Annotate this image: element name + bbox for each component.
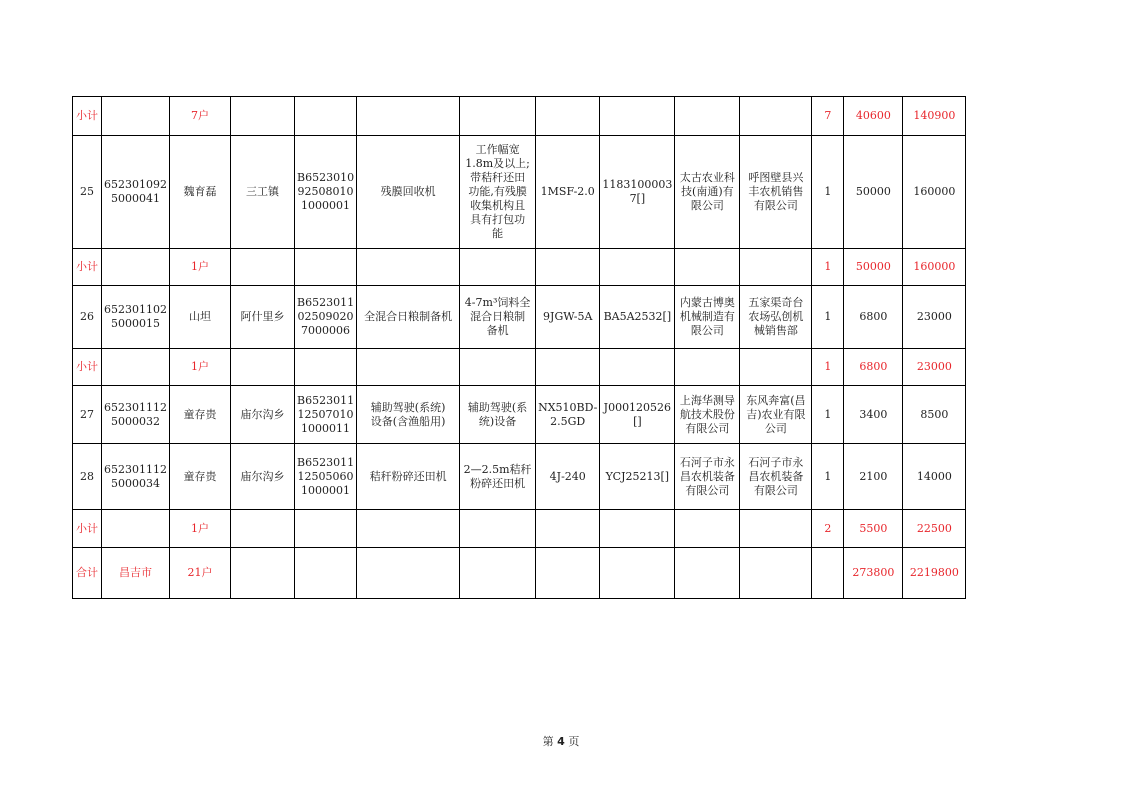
table-cell: 呼图壁县兴 丰农机销售 有限公司	[740, 136, 812, 249]
table-cell: 魏育磊	[170, 136, 231, 249]
table-cell: 工作幅宽 1.8m及以上; 带秸秆还田 功能,有残膜 收集机构且 具有打包功 能	[460, 136, 536, 249]
table-cell: 小计	[73, 349, 102, 386]
table-cell: 5500	[844, 510, 903, 548]
table-cell: 40600	[844, 97, 903, 136]
table-cell	[231, 97, 295, 136]
table-cell	[102, 349, 170, 386]
table-cell	[675, 349, 740, 386]
subtotal-row	[73, 249, 966, 286]
table-cell: 652301112 5000032	[102, 386, 170, 444]
table-cell: 652301112 5000034	[102, 444, 170, 510]
table-cell: 三工镇	[231, 136, 295, 249]
table-cell: 3400	[844, 386, 903, 444]
table-cell: 东风奔富(昌 吉)农业有限 公司	[740, 386, 812, 444]
table-cell: YCJ25213[]	[600, 444, 675, 510]
table-cell: 14000	[903, 444, 966, 510]
table-cell	[536, 510, 600, 548]
table-cell: 6800	[844, 349, 903, 386]
table-cell: 23000	[903, 349, 966, 386]
table-cell: 1	[812, 286, 844, 349]
table-cell	[812, 548, 844, 599]
table-row	[73, 386, 966, 444]
table-cell	[675, 510, 740, 548]
table-cell	[675, 249, 740, 286]
table-cell: 1户	[170, 349, 231, 386]
table-cell: 全混合日粮制备机	[357, 286, 460, 349]
table-cell: 27	[73, 386, 102, 444]
table-cell	[231, 548, 295, 599]
table-cell: 6800	[844, 286, 903, 349]
table-cell: NX510BD- 2.5GD	[536, 386, 600, 444]
table-cell: B6523011 02509020 7000006	[295, 286, 357, 349]
table-row	[73, 444, 966, 510]
table-cell: 1户	[170, 510, 231, 548]
table-cell: 1	[812, 444, 844, 510]
subtotal-row	[73, 548, 966, 599]
table-cell: 26	[73, 286, 102, 349]
table-cell: 2	[812, 510, 844, 548]
table-cell: 9JGW-5A	[536, 286, 600, 349]
table-cell: 652301092 5000041	[102, 136, 170, 249]
table-cell	[357, 249, 460, 286]
table-cell: 合计	[73, 548, 102, 599]
table-cell	[295, 349, 357, 386]
table-cell: 石河子市永 昌农机装备 有限公司	[675, 444, 740, 510]
table-cell	[295, 249, 357, 286]
table-cell	[536, 548, 600, 599]
table-cell: 273800	[844, 548, 903, 599]
table-cell: J000120526 []	[600, 386, 675, 444]
table-cell: 160000	[903, 249, 966, 286]
table-cell	[675, 548, 740, 599]
table-cell	[231, 349, 295, 386]
table-cell: 庙尔沟乡	[231, 386, 295, 444]
table-cell: 4-7m³饲料全 混合日粮制 备机	[460, 286, 536, 349]
table-cell: 2219800	[903, 548, 966, 599]
table-cell: 昌吉市	[102, 548, 170, 599]
page-footer	[0, 733, 1122, 749]
table-cell	[536, 249, 600, 286]
table-cell: 28	[73, 444, 102, 510]
table-cell: 140900	[903, 97, 966, 136]
table-cell: 2100	[844, 444, 903, 510]
table-cell: 庙尔沟乡	[231, 444, 295, 510]
table-cell: 23000	[903, 286, 966, 349]
table-cell: BA5A2532[]	[600, 286, 675, 349]
table-cell: 7户	[170, 97, 231, 136]
table-cell	[460, 349, 536, 386]
table-cell: 50000	[844, 249, 903, 286]
table-cell	[740, 97, 812, 136]
table-cell: 残膜回收机	[357, 136, 460, 249]
table-cell	[460, 548, 536, 599]
table-cell: 8500	[903, 386, 966, 444]
table-cell	[600, 548, 675, 599]
table-cell: 童存贵	[170, 444, 231, 510]
table-cell: 太古农业科 技(南通)有 限公司	[675, 136, 740, 249]
page-label-prefix: 第	[542, 735, 554, 748]
table-cell	[357, 349, 460, 386]
table-cell	[675, 97, 740, 136]
table-cell: B6523011 12507010 1000011	[295, 386, 357, 444]
table-cell: 童存贵	[170, 386, 231, 444]
table-cell: 1	[812, 249, 844, 286]
table-cell: 4J-240	[536, 444, 600, 510]
table-cell	[460, 510, 536, 548]
table-cell: 小计	[73, 97, 102, 136]
table-cell	[102, 249, 170, 286]
table-cell: 50000	[844, 136, 903, 249]
table-cell	[740, 548, 812, 599]
page-number: 4	[557, 735, 565, 748]
table-cell	[231, 510, 295, 548]
table-cell	[357, 97, 460, 136]
table-cell: 小计	[73, 249, 102, 286]
table-cell: 1	[812, 136, 844, 249]
table-cell: 五家渠奇台 农场弘创机 械销售部	[740, 286, 812, 349]
table-cell	[231, 249, 295, 286]
table-cell: 160000	[903, 136, 966, 249]
subtotal-row	[73, 97, 966, 136]
table-cell	[600, 349, 675, 386]
table-cell	[295, 510, 357, 548]
table-cell: B6523010 92508010 1000001	[295, 136, 357, 249]
table-cell: 652301102 5000015	[102, 286, 170, 349]
table-cell: 1183100003 7[]	[600, 136, 675, 249]
table-cell	[357, 510, 460, 548]
table-cell	[600, 249, 675, 286]
table-cell	[102, 97, 170, 136]
table-cell: 上海华测导 航技术股份 有限公司	[675, 386, 740, 444]
table-cell	[740, 249, 812, 286]
table-cell	[357, 548, 460, 599]
table-cell: 秸秆粉碎还田机	[357, 444, 460, 510]
table-cell: 7	[812, 97, 844, 136]
subsidy-table	[72, 96, 966, 599]
table-cell: 21户	[170, 548, 231, 599]
table-cell: 1	[812, 349, 844, 386]
page-label-suffix: 页	[568, 735, 580, 748]
table-cell	[295, 97, 357, 136]
table-cell: 22500	[903, 510, 966, 548]
table-cell: 1	[812, 386, 844, 444]
table-row	[73, 136, 966, 249]
subtotal-row	[73, 510, 966, 548]
table-cell	[102, 510, 170, 548]
subtotal-row	[73, 349, 966, 386]
table-cell	[295, 548, 357, 599]
table-cell	[600, 510, 675, 548]
table-cell	[740, 510, 812, 548]
table-cell: 小计	[73, 510, 102, 548]
table-cell: 辅助驾驶(系 统)设备	[460, 386, 536, 444]
table-cell	[536, 349, 600, 386]
table-cell: B6523011 12505060 1000001	[295, 444, 357, 510]
table-cell: 阿什里乡	[231, 286, 295, 349]
table-cell	[536, 97, 600, 136]
table-cell: 1户	[170, 249, 231, 286]
table-cell: 山坦	[170, 286, 231, 349]
table-cell: 25	[73, 136, 102, 249]
table-row	[73, 286, 966, 349]
table-cell	[740, 349, 812, 386]
table-cell	[460, 97, 536, 136]
table-cell: 辅助驾驶(系统) 设备(含渔船用)	[357, 386, 460, 444]
table-cell: 内蒙古博奥 机械制造有 限公司	[675, 286, 740, 349]
table-cell: 2—2.5m秸秆 粉碎还田机	[460, 444, 536, 510]
table-cell	[460, 249, 536, 286]
table-cell: 1MSF-2.0	[536, 136, 600, 249]
table-cell	[600, 97, 675, 136]
table-cell: 石河子市永 昌农机装备 有限公司	[740, 444, 812, 510]
